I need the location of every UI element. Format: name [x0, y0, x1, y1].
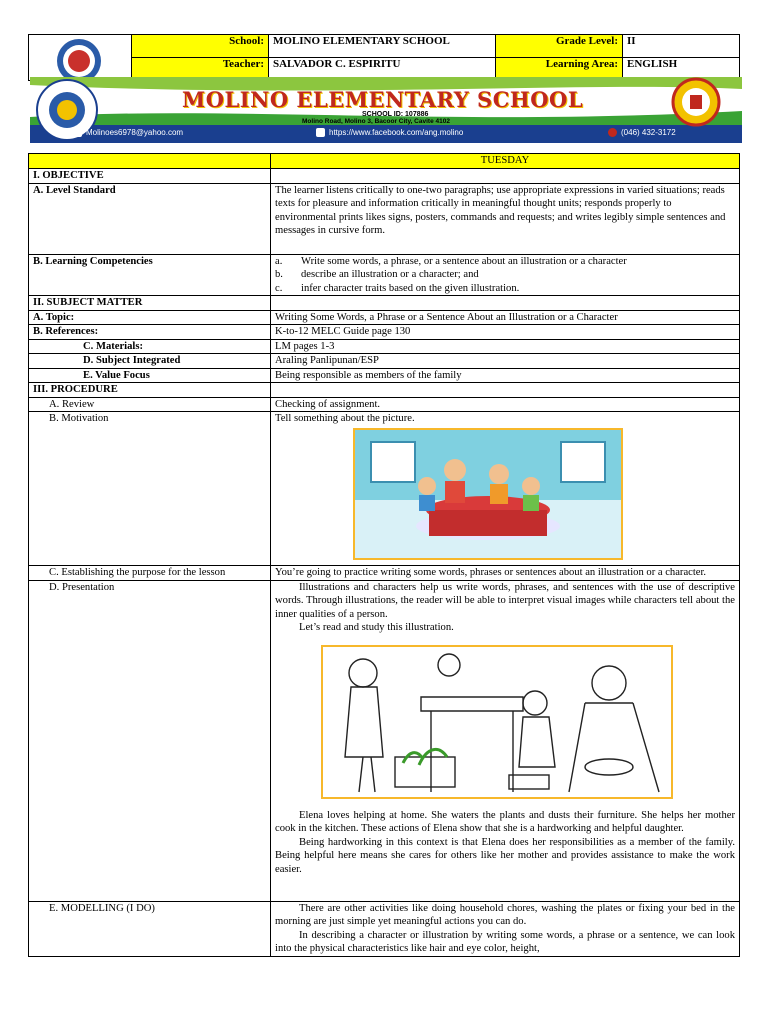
objective-blank — [271, 169, 740, 184]
facebook-text: https://www.facebook.com/ang.molino — [329, 128, 464, 137]
purpose-label: C. Establishing the purpose for the lesson — [29, 566, 271, 581]
procedure-blank — [271, 383, 740, 398]
mail-icon — [70, 129, 82, 137]
modelling-label: E. MODELLING (I DO) — [29, 901, 271, 956]
references-label: B. References: — [29, 325, 271, 340]
value-focus-text: Being responsible as members of the family — [271, 368, 740, 383]
review-label: A. Review — [29, 397, 271, 412]
teacher-value: SALVADOR C. ESPIRITU — [269, 58, 496, 81]
materials-text: LM pages 1-3 — [271, 339, 740, 354]
day-header: TUESDAY — [271, 154, 740, 169]
teacher-label: Teacher: — [132, 58, 269, 81]
subject-integrated-text: Araling Panlipunan/ESP — [271, 354, 740, 369]
modelling-paragraph-2: In describing a character or illustration by writing some words, a phrase or a sentence, we can look into the physical characteristics like hair and eye color, height, — [275, 929, 735, 954]
area-label: Learning Area: — [496, 58, 623, 81]
area-value: ENGLISH — [623, 58, 740, 81]
topic-label: A. Topic: — [29, 310, 271, 325]
facebook-icon — [316, 128, 325, 137]
review-text: Checking of assignment. — [271, 397, 740, 412]
banner-address: Molino Road, Molino 3, Bacoor City, Cavite 4102 — [302, 118, 450, 125]
banner-title: MOLINO ELEMENTARY SCHOOL — [182, 87, 584, 112]
school-value: MOLINO ELEMENTARY SCHOOL — [269, 35, 496, 58]
subject-integrated-label: D. Subject Integrated — [29, 354, 271, 369]
motivation-cell — [271, 412, 740, 566]
references-text: K-to-12 MELC Guide page 130 — [271, 325, 740, 340]
competency-item: a. Write some words, a phrase, or a sentence about an illustration or a character — [275, 255, 627, 267]
materials-label: C. Materials: — [29, 339, 271, 354]
deped-seal-icon — [33, 35, 127, 77]
school-banner — [30, 77, 742, 143]
banner-facebook — [316, 128, 463, 137]
banner-school-id: SCHOOL ID: 107886 — [362, 111, 429, 118]
banner-phone — [608, 128, 676, 137]
procedure-heading: III. PROCEDURE — [29, 383, 271, 398]
banner-email — [70, 128, 183, 137]
value-focus-label: E. Value Focus — [29, 368, 271, 383]
phone-text: (046) 432-3172 — [621, 128, 676, 137]
presentation-paragraph-3: Elena loves helping at home. She waters the plants and dusts their furniture. She helps her mother cook in the kitchen. These actions of Elena show that she is a hardworking and helpful daughter. — [275, 809, 735, 834]
presentation-paragraph-1: Illustrations and characters help us write words, phrases, and sentences with the use of descriptive words. Through illustrations, the reader will be able to interpret visual images while characters tell about the inner qualities of a person. — [275, 581, 735, 620]
phone-icon — [608, 128, 617, 137]
purpose-text: You’re going to practice writing some words, phrases or sentences about an illustration or a character. — [271, 566, 740, 581]
presentation-paragraph-4: Being hardworking in this context is that Elena does her responsibilities as a member of the family. Being helpful here means she cares for others like her mother and provides assistance to make the work easier. — [275, 836, 735, 875]
school-logo-icon — [652, 77, 740, 127]
email-text: Molinoes6978@yahoo.com — [86, 128, 184, 137]
school-label: School: — [132, 35, 269, 58]
objective-heading: I. OBJECTIVE — [29, 169, 271, 184]
level-standard-text: The learner listens critically to one-two paragraphs; use appropriate expressions in varied situations; reads texts for pleasure and information critically in meaningful thought units; responds properly to environmental prints likes signs, posters, commands and requests; and writes legibly simple sentences and messages in cursive form. — [271, 183, 740, 254]
presentation-label: D. Presentation — [29, 580, 271, 901]
blank-header-cell — [29, 154, 271, 169]
competencies-list — [271, 254, 740, 296]
presentation-paragraph-2: Let’s read and study this illustration. — [299, 622, 454, 633]
subject-matter-heading: II. SUBJECT MATTER — [29, 296, 271, 311]
family-dinner-illustration — [353, 428, 623, 560]
grade-label: Grade Level: — [496, 35, 623, 58]
level-standard-label: A. Level Standard — [29, 183, 271, 254]
presentation-cell — [271, 580, 740, 901]
motivation-text: Tell something about the picture. — [275, 413, 415, 424]
lesson-plan-table — [28, 153, 740, 957]
header-table — [28, 34, 740, 81]
modelling-cell — [271, 901, 740, 956]
motivation-label: B. Motivation — [29, 412, 271, 566]
topic-text: Writing Some Words, a Phrase or a Sentence About an Illustration or a Character — [271, 310, 740, 325]
modelling-paragraph-1: There are other activities like doing household chores, washing the plates or fixing your bed in the morning are just simple yet meaningful actions you can do. — [275, 902, 735, 927]
deped-seal-cell — [29, 35, 132, 81]
competency-item: c. infer character traits based on the given illustration. — [275, 282, 520, 294]
competency-item: b. describe an illustration or a character; and — [275, 269, 479, 280]
subject-matter-blank — [271, 296, 740, 311]
grade-value: II — [623, 35, 740, 58]
competencies-label: B. Learning Competencies — [29, 254, 271, 296]
elena-helping-illustration — [321, 645, 673, 799]
